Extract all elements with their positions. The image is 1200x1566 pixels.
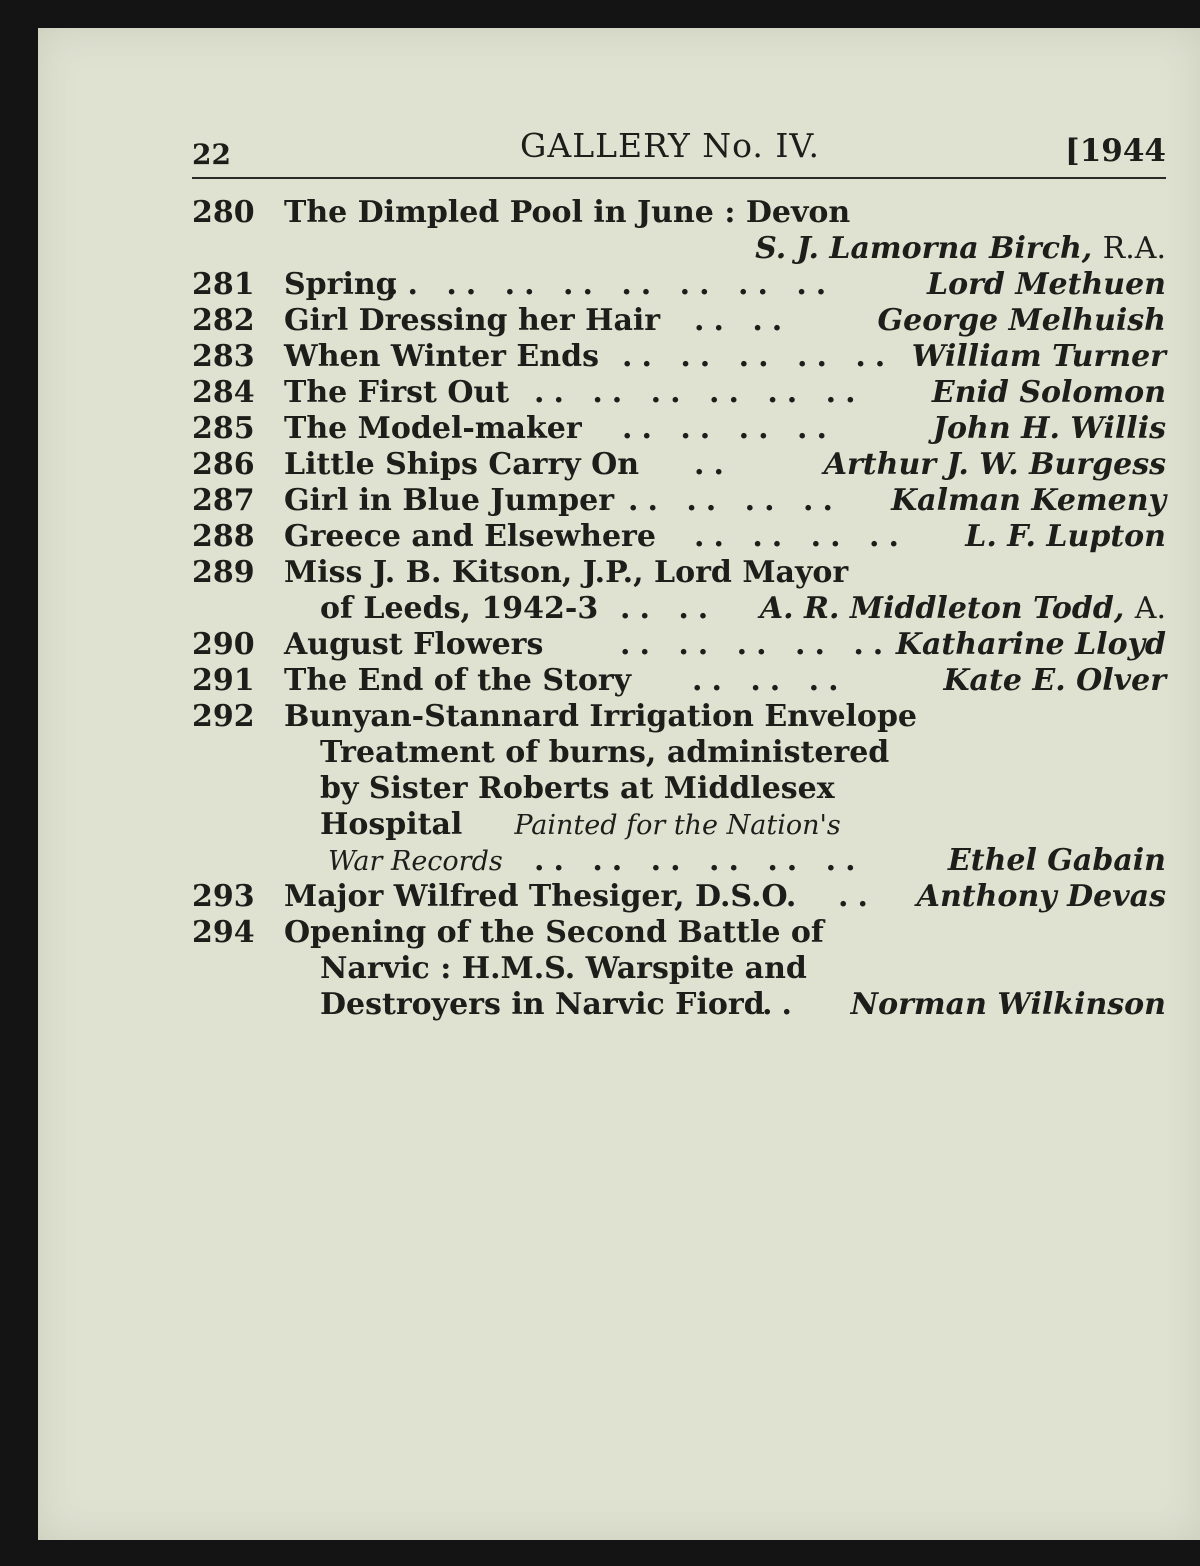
page-number: 22 [192,138,231,171]
leader-dots: .. .. .. .. [628,483,842,518]
entry-number: 291 [192,663,255,698]
entry-note: Painted for the Nation's [514,810,841,841]
entry-number: 280 [192,195,255,230]
entry-artist: A. R. Middleton Todd, A. [759,591,1166,626]
leader-dots: .. [762,987,801,1022]
entry-title-continued: Destroyers in Narvic Fiord [320,987,765,1022]
entry-title-continued: Treatment of burns, administered [320,735,890,770]
entry-280-artist-line [38,231,1200,267]
entry-283 [38,339,1200,375]
leader-dots: .. .. .. .. .. .. .. .. [388,267,836,302]
entry-289-cont [38,591,1200,627]
entry-294-cont-1 [38,951,1200,987]
entry-title: The End of the Story [284,663,632,698]
leader-dots: .. .. .. [692,663,848,698]
entry-294-cont-2 [38,987,1200,1023]
entry-285 [38,411,1200,447]
entry-291 [38,663,1200,699]
entry-artist: L. F. Lupton [965,519,1166,554]
entry-280 [38,195,1200,231]
entry-292-cont-1 [38,735,1200,771]
leader-dots: .. .. [694,303,792,338]
leader-dots: .. .. .. .. [622,411,836,446]
catalogue-page [38,28,1200,1540]
entry-292 [38,699,1200,735]
entry-artist: Lord Methuen [926,267,1166,302]
entry-title: Bunyan-Stannard Irrigation Envelope [284,699,918,734]
entry-282 [38,303,1200,339]
entry-287 [38,483,1200,519]
entry-289 [38,555,1200,591]
entry-title: August Flowers [284,627,544,662]
entry-title: Girl in Blue Jumper [284,483,615,518]
entry-title: The Dimpled Pool in June : Devon [284,195,851,230]
entry-artist: S. J. Lamorna Birch, R.A. [755,231,1166,266]
entry-title-continued: of Leeds, 1942-3 [320,591,599,626]
entry-number: 292 [192,699,255,734]
entry-284 [38,375,1200,411]
entry-artist: Ethel Gabain [947,843,1166,878]
entry-number: 289 [192,555,255,590]
entry-title: When Winter Ends [284,339,599,374]
entry-number: 286 [192,447,255,482]
entry-note-continued: War Records [328,846,503,877]
leader-dots: .. .. .. .. [694,519,908,554]
leader-dots: .. .. [620,591,718,626]
entry-number: 283 [192,339,255,374]
leader-dots: .. [838,879,877,914]
leader-dots: .. .. .. .. .. .. [534,375,865,410]
leader-dots: .. .. .. .. .. [620,627,893,662]
leader-dots: .. .. .. .. .. .. [534,843,865,878]
entry-290 [38,627,1200,663]
entry-artist: Norman Wilkinson [850,987,1166,1022]
entry-number: 285 [192,411,255,446]
entry-artist: William Turner [911,339,1166,374]
catalogue-year: [1944 [1065,133,1166,169]
entry-292-cont-2 [38,771,1200,807]
entry-artist: Arthur J. W. Burgess [823,447,1166,482]
entry-title: Miss J. B. Kitson, J.P., Lord Mayor [284,555,849,590]
entry-title: Greece and Elsewhere [284,519,656,554]
entry-292-cont-4 [38,843,1200,879]
entry-number: 293 [192,879,255,914]
entry-281 [38,267,1200,303]
leader-dots: .. [694,447,733,482]
entry-title: Spring [284,267,397,302]
entry-artist: Kate E. Olver [943,663,1166,698]
entry-title: The First Out [284,375,510,410]
entry-number: 287 [192,483,255,518]
artist-rank: A. [1134,591,1166,626]
entry-number: 290 [192,627,255,662]
entry-title: Girl Dressing her Hair [284,303,661,338]
leader-dots: .. .. .. .. .. [622,339,895,374]
entry-number: 281 [192,267,255,302]
entry-293 [38,879,1200,915]
entry-288 [38,519,1200,555]
entry-list [38,28,1200,1540]
entry-title: Little Ships Carry On [284,447,640,482]
entry-artist: Anthony Devas [916,879,1166,914]
entry-artist: John H. Willis [932,411,1166,446]
entry-number: 294 [192,915,255,950]
entry-title: The Model-maker [284,411,582,446]
entry-title: Major Wilfred Thesiger, D.S.O. [284,879,797,914]
entry-artist: Kalman Kemeny [891,483,1166,518]
entry-artist: Katharine Lloyd [895,627,1166,662]
entry-number: 282 [192,303,255,338]
entry-title-continued: Narvic : H.M.S. Warspite and [320,951,807,986]
entry-292-cont-3 [38,807,1200,843]
gallery-title: GALLERY No. IV. [520,126,820,165]
entry-number: 288 [192,519,255,554]
entry-artist: Enid Solomon [931,375,1166,410]
entry-title-continued: by Sister Roberts at Middlesex [320,771,835,806]
entry-artist: George Melhuish [877,303,1166,338]
entry-title-continued: Hospital Painted for the Nation's [320,807,841,842]
entry-number: 284 [192,375,255,410]
artist-rank: R.A. [1102,231,1166,266]
entry-286 [38,447,1200,483]
entry-title: Opening of the Second Battle of [284,915,824,950]
entry-294 [38,915,1200,951]
